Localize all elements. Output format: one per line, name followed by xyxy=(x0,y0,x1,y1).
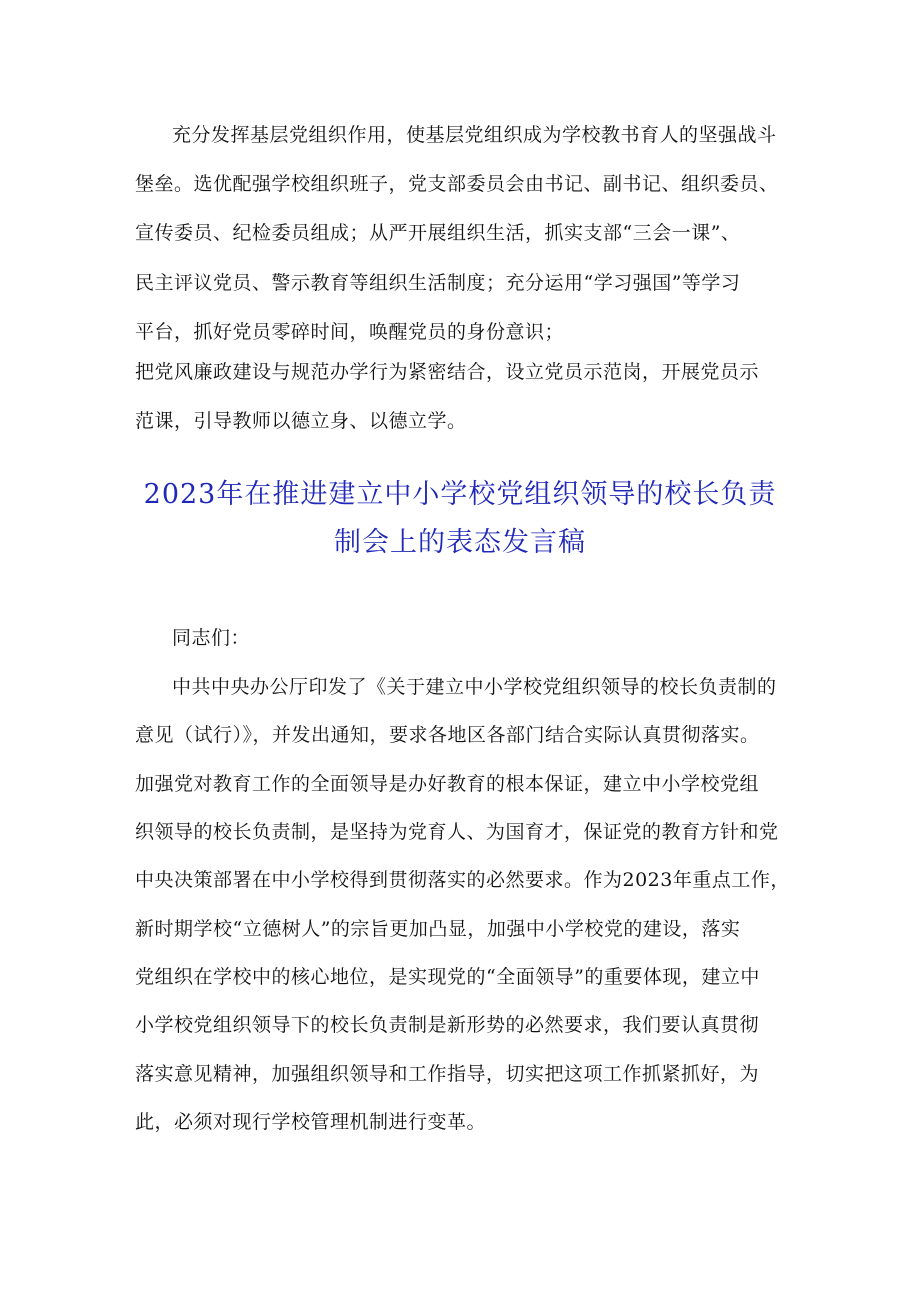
paragraph-line: 中共中央办公厅印发了《关于建立中小学校党组织领导的校长负责制的 xyxy=(172,676,777,698)
paragraph-line: 中央决策部署在中小学校得到贯彻落实的必然要求。作为2023年重点工作， xyxy=(135,869,790,891)
paragraph-line: 小学校党组织领导下的校长负责制是新形势的必然要求，我们要认真贯彻 xyxy=(135,1014,760,1036)
paragraph-line: 宣传委员、纪检委员组成；从严开展组织生活，抓实支部“三会一课”、 xyxy=(135,222,741,244)
paragraph-line: 新时期学校“立德树人”的宗旨更加凸显，加强中小学校党的建设，落实 xyxy=(135,918,741,940)
paragraph-line: 充分发挥基层党组织作用，使基层党组织成为学校教书育人的坚强战斗 xyxy=(172,124,777,146)
paragraph-line: 把党风廉政建设与规范办学行为紧密结合，设立党员示范岗，开展党员示 xyxy=(135,361,760,383)
paragraph-line: 意见（试行）》，并发出通知，要求各地区各部门结合实际认真贯彻落实。 xyxy=(135,724,760,746)
paragraph-line: 民主评议党员、警示教育等组织生活制度；充分运用“学习强国”等学习 xyxy=(135,272,741,294)
paragraph-line: 加强党对教育工作的全面领导是办好教育的根本保证，建立中小学校党组 xyxy=(135,773,760,795)
paragraph-line: 织领导的校长负责制，是坚持为党育人、为国育才，保证党的教育方针和党 xyxy=(135,821,779,843)
paragraph-line: 平台，抓好党员零碎时间，唤醒党员的身份意识； xyxy=(135,321,565,343)
title-line: 2023年在推进建立中小学校党组织领导的校长负责 xyxy=(143,479,777,510)
paragraph-line: 范课，引导教师以德立身、以德立学。 xyxy=(135,410,467,432)
paragraph-line: 落实意见精神，加强组织领导和工作指导，切实把这项工作抓紧抓好，为 xyxy=(135,1063,760,1085)
salutation: 同志们： xyxy=(172,627,251,649)
paragraph-line: 此，必须对现行学校管理机制进行变革。 xyxy=(135,1111,487,1133)
paragraph-line: 堡垒。选优配强学校组织班子，党支部委员会由书记、副书记、组织委员、 xyxy=(135,173,779,195)
paragraph-line: 党组织在学校中的核心地位，是实现党的“全面领导”的重要体现，建立中 xyxy=(135,966,760,988)
title-line: 制会上的表态发言稿 xyxy=(334,527,586,558)
